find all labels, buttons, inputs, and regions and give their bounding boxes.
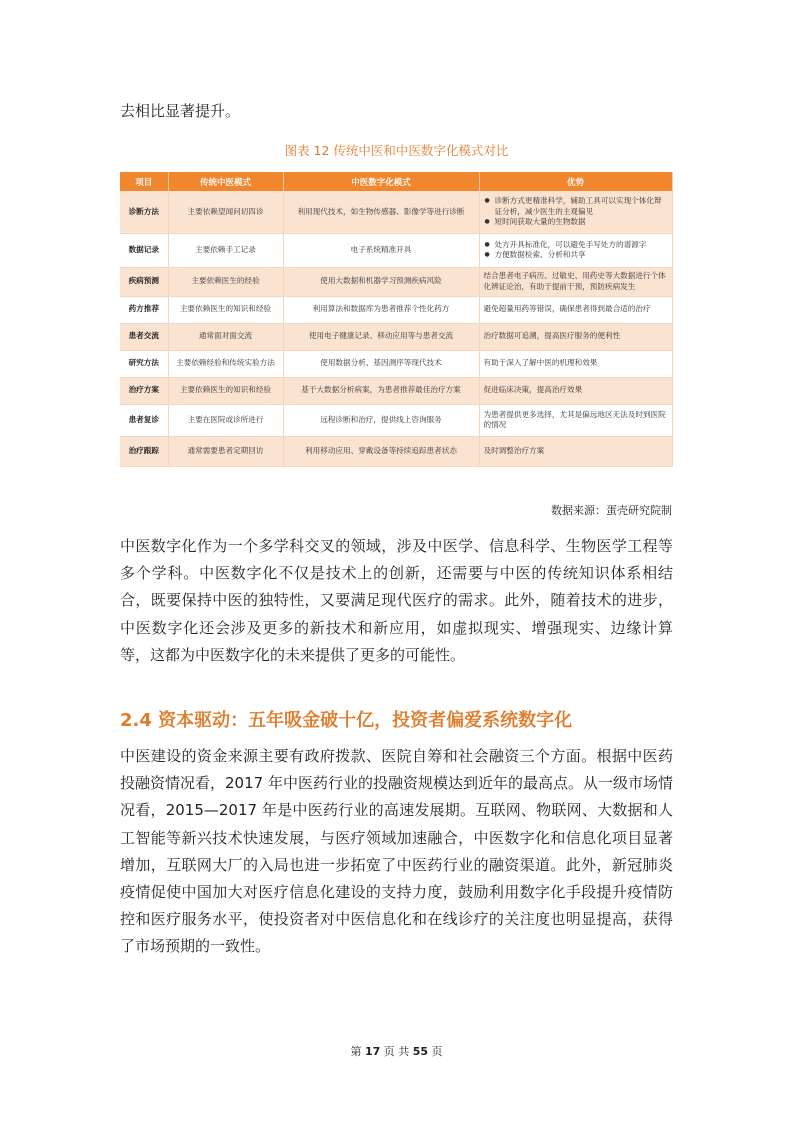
figure-caption: 图表 12 传统中医和中医数字化模式对比 xyxy=(284,143,509,158)
row-name: 诊断方法 xyxy=(120,191,168,233)
footer-prefix: 第 xyxy=(350,1045,362,1058)
table-row xyxy=(120,267,672,296)
row-name: 药方推荐 xyxy=(120,296,168,323)
row-digital: 使用电子健康记录、移动应用等与患者交流 xyxy=(283,323,479,350)
row-digital: 使用数据分析、基因测序等现代技术 xyxy=(283,350,479,377)
row-traditional: 主要依赖医生的知识和经验 xyxy=(168,296,283,323)
header-advantage: 优势 xyxy=(479,172,672,191)
row-traditional: 主要依赖经验和传统实验方法 xyxy=(168,350,283,377)
table-row xyxy=(120,233,672,267)
section-heading: 2.4 资本驱动：五年吸金破十亿，投资者偏爱系统数字化 xyxy=(120,710,573,731)
comparison-table xyxy=(120,172,673,467)
row-digital: 基于大数据分析病案，为患者推荐最佳治疗方案 xyxy=(283,377,479,404)
row-traditional: 通常面对面交流 xyxy=(168,323,283,350)
row-traditional: 主要依赖医生的经验 xyxy=(168,267,283,296)
table-row xyxy=(120,350,672,377)
row-digital: 利用移动应用、穿戴设备等持续追踪患者状态 xyxy=(283,436,479,466)
row-name: 数据记录 xyxy=(120,233,168,267)
row-advantage: 及时调整治疗方案 xyxy=(479,436,672,466)
table-row xyxy=(120,323,672,350)
table-row xyxy=(120,436,672,466)
row-name: 治疗跟踪 xyxy=(120,436,168,466)
page-number: 17 xyxy=(364,1045,381,1058)
footer-middle: 页 共 xyxy=(383,1045,410,1058)
footer-suffix: 页 xyxy=(431,1045,443,1058)
header-traditional: 传统中医模式 xyxy=(168,172,283,191)
table-row xyxy=(120,404,672,436)
row-advantage: 治疗数据可追溯，提高医疗服务的便利性 xyxy=(479,323,672,350)
row-advantage: 避免超量用药等错误，确保患者得到最合适的治疗 xyxy=(479,296,672,323)
list-item: ● 诊断方式更精准科学，辅助工具可以实现个体化辩证分析，减少医生的主观偏见 xyxy=(495,196,668,217)
row-name: 患者复诊 xyxy=(120,404,168,436)
list-item: ● 短时间获取大量的生物数据 xyxy=(495,217,668,227)
row-digital: 利用算法和数据库为患者推荐个性化药方 xyxy=(283,296,479,323)
row-traditional: 主要在医院或诊所进行 xyxy=(168,404,283,436)
body-paragraph: 中医数字化作为一个多学科交叉的领域，涉及中医学、信息科学、生物医学工程等多个学科。中医数字化不仅是技术上的创新，还需要与中医的传统知识体系相结合，既要保持中医的独特性，又要满足现代医疗的需求。此外，随着技术的进步，中医数字化还会涉及更多的新技术和新应用，如虚拟现实、增强现实、边缘计算等，这都为中医数字化的未来提供了更多的可能性。 xyxy=(120,537,673,664)
row-traditional: 主要依赖望闻问切四诊 xyxy=(168,191,283,233)
table-row xyxy=(120,296,672,323)
list-item: ● 方便数据检索、分析和共享 xyxy=(495,250,668,260)
intro-text: 去相比显著提升。 xyxy=(120,102,241,120)
row-traditional: 主要依赖医生的知识和经验 xyxy=(168,377,283,404)
row-advantage xyxy=(479,191,672,233)
row-advantage: 有助于深入了解中医的机理和效果 xyxy=(479,350,672,377)
row-advantage: 促进临床决策，提高治疗效果 xyxy=(479,377,672,404)
row-name: 治疗方案 xyxy=(120,377,168,404)
row-name: 研究方法 xyxy=(120,350,168,377)
table-row xyxy=(120,377,672,404)
total-pages: 55 xyxy=(412,1045,429,1058)
row-name: 疾病预测 xyxy=(120,267,168,296)
header-digital: 中医数字化模式 xyxy=(283,172,479,191)
table-row xyxy=(120,191,672,233)
row-digital: 电子系统精准开具 xyxy=(283,233,479,267)
list-item: ● 处方开具标准化，可以避免手写处方的谱源字 xyxy=(495,240,668,250)
row-advantage: 为患者提供更多选择，尤其是偏远地区无法及时到医院的情况 xyxy=(479,404,672,436)
row-digital: 使用大数据和机器学习预测疾病风险 xyxy=(283,267,479,296)
data-source: 数据来源：蛋壳研究院制 xyxy=(551,504,672,517)
row-digital: 利用现代技术，如生物传感器、影像学等进行诊断 xyxy=(283,191,479,233)
page-footer xyxy=(0,1043,793,1059)
row-traditional: 主要依赖手工记录 xyxy=(168,233,283,267)
row-name: 患者交流 xyxy=(120,323,168,350)
row-traditional: 通常需要患者定期回访 xyxy=(168,436,283,466)
header-item: 项目 xyxy=(120,172,168,191)
table-header-row xyxy=(120,172,672,191)
row-advantage xyxy=(479,233,672,267)
section-paragraph: 中医建设的资金来源主要有政府拨款、医院自筹和社会融资三个方面。根据中医药投融资情况看，2017 年中医药行业的投融资规模达到近年的最高点。从一级市场情况看，2015—2017 年是中医药行业的高速发展期。互联网、物联网、大数据和人工智能等新兴技术快速发展，与医疗领域加速融合，中医数字化和信息化项目显著增加，互联网大厂的入局也进一步拓宽了中医药行业的融资渠道。此外，新冠肺炎疫情促使中国加大对医疗信息化建设的支持力度，鼓励利用数字化手段提升疫情防控和医疗服务水平，使投资者对中医信息化和在线诊疗的关注度也明显提高，获得了市场预期的一致性。 xyxy=(120,747,673,956)
row-advantage: 结合患者电子病历、过敏史、用药史等大数据进行个体化辨证论治，有助于提前干预，预防疾病发生 xyxy=(479,267,672,296)
row-digital: 远程诊断和治疗，提供线上咨询服务 xyxy=(283,404,479,436)
